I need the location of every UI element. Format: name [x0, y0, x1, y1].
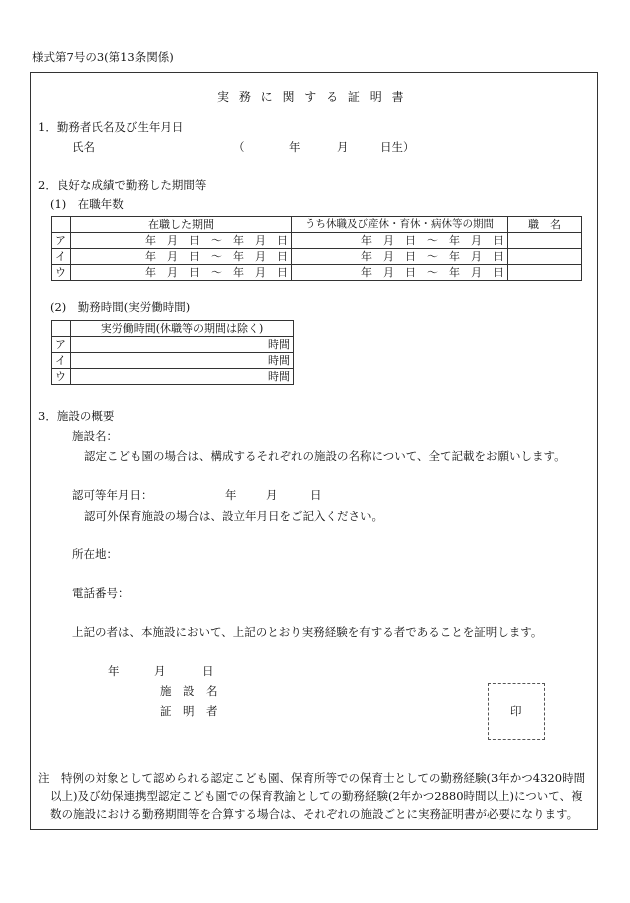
approval-date-label: 認可等年月日： [72, 488, 153, 502]
footnote-text: 注 特例の対象として認められる認定こども園、保育所等での保育士としての勤務経験(3年かつ4320時間以上)及び幼保連携型認定こども園での保育教諭としての勤務経験(2年かつ2880時間以上)について、複数の施設における勤務期間等を合算する場合は、それぞれの施設ごとに実務証明書が必要になります。 [38, 771, 586, 821]
section-3-heading: 3．施設の概要 [38, 409, 115, 423]
work-hours-header: 実労働時間(休職等の期間は除く) [71, 321, 294, 337]
period-cell[interactable]: 年 月 日 ～ 年 月 日 [71, 265, 292, 281]
cert-month-label: 月 [154, 664, 166, 678]
table-row [52, 233, 582, 249]
birth-month-label: 月 [337, 140, 349, 154]
cert-year-label: 年 [108, 664, 120, 678]
leave-period-cell[interactable]: 年 月 日 ～ 年 月 日 [292, 249, 508, 265]
table-row [52, 337, 294, 353]
job-title-cell[interactable] [508, 233, 582, 249]
table-row [52, 265, 582, 281]
table-row [52, 249, 582, 265]
name-label: 氏名 [72, 140, 95, 154]
table-row [52, 353, 294, 369]
seal-label: 印 [510, 704, 522, 718]
hours-cell[interactable]: 時間 [71, 369, 294, 385]
certification-statement: 上記の者は、本施設において、上記のとおり実務経験を有する者であることを証明します。 [72, 625, 543, 639]
cert-day-label: 日 [202, 664, 214, 678]
row-label: ウ [52, 265, 71, 281]
certifier-label: 証 明 者 [160, 704, 218, 718]
job-title-cell[interactable] [508, 265, 582, 281]
table-row [52, 369, 294, 385]
approval-month-label: 月 [266, 488, 278, 502]
job-title-header: 職 名 [508, 217, 582, 233]
address-label: 所在地： [72, 547, 118, 561]
approval-day-label: 日 [310, 488, 322, 502]
service-years-heading: (1) 在職年数 [50, 197, 124, 211]
leave-period-cell[interactable]: 年 月 日 ～ 年 月 日 [292, 265, 508, 281]
period-cell[interactable]: 年 月 日 ～ 年 月 日 [71, 233, 292, 249]
period-cell[interactable]: 年 月 日 ～ 年 月 日 [71, 249, 292, 265]
facility-name-label: 施設名： [72, 429, 118, 443]
facility-note: 認定こども園の場合は、構成するそれぞれの施設の名称について、全て記載をお願いします。 [84, 449, 566, 463]
table-header-row [52, 217, 582, 233]
period-header: 在職した期間 [71, 217, 292, 233]
leave-period-header: うち休職及び産休・育休・病休等の期間 [292, 217, 508, 233]
phone-label: 電話番号： [72, 586, 130, 600]
form-label: 様式第7号の3(第13条関係) [32, 50, 174, 64]
page-title: 実 務 に 関 す る 証 明 書 [217, 90, 407, 104]
birth-year-label: 年 [289, 140, 301, 154]
blank-cell [52, 321, 71, 337]
row-label: イ [52, 353, 71, 369]
facility-name-sign-label: 施 設 名 [160, 684, 218, 698]
leave-period-cell[interactable]: 年 月 日 ～ 年 月 日 [292, 233, 508, 249]
hours-cell[interactable]: 時間 [71, 337, 294, 353]
job-title-cell[interactable] [508, 249, 582, 265]
section-2-heading: 2．良好な成績で勤務した期間等 [38, 178, 207, 192]
hours-cell[interactable]: 時間 [71, 353, 294, 369]
service-period-table [51, 216, 582, 281]
work-hours-table [51, 320, 294, 385]
row-label: ア [52, 337, 71, 353]
approval-note: 認可外保育施設の場合は、設立年月日をご記入ください。 [84, 509, 383, 523]
row-label: ウ [52, 369, 71, 385]
birth-day-label: 日生） [380, 140, 415, 154]
section-1-heading: 1．勤務者氏名及び生年月日 [38, 120, 184, 134]
blank-cell [52, 217, 71, 233]
approval-year-label: 年 [225, 488, 237, 502]
row-label: イ [52, 249, 71, 265]
birth-paren-open: （ [233, 140, 245, 154]
footnote [38, 769, 594, 823]
row-label: ア [52, 233, 71, 249]
table-header-row [52, 321, 294, 337]
work-hours-heading: (2) 勤務時間(実労働時間) [50, 300, 191, 314]
